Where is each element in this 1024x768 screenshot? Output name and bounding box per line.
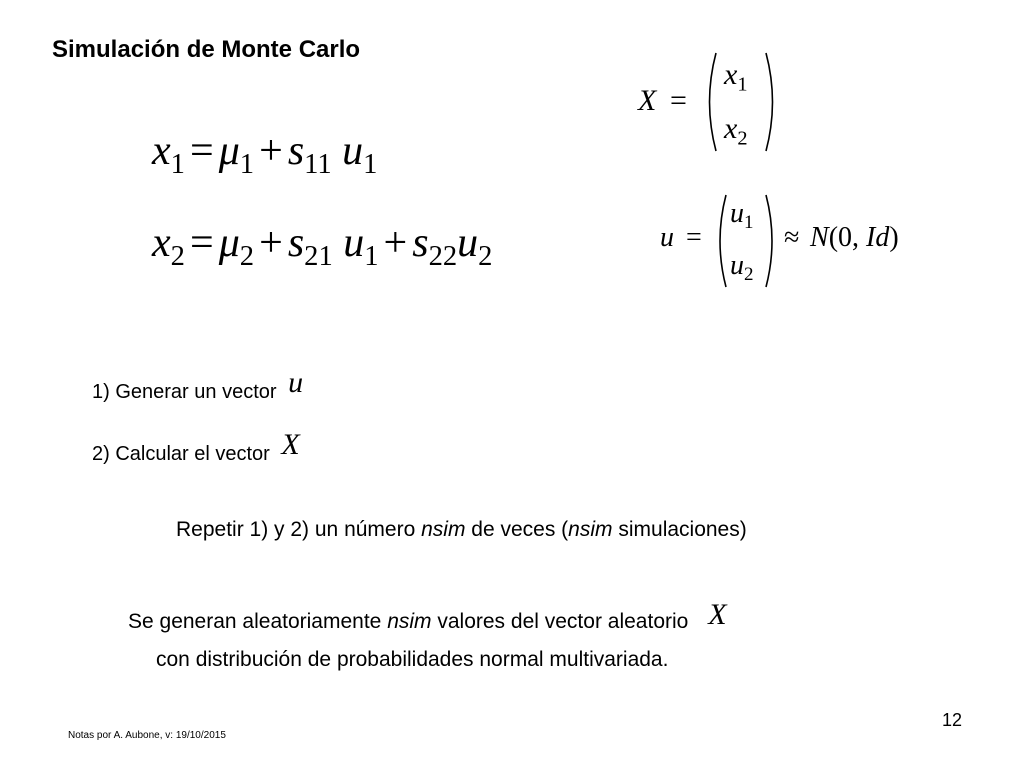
- vector-u-equals: =: [686, 222, 702, 253]
- nsim-term: nsim: [387, 610, 432, 633]
- generate-var: X: [708, 598, 727, 631]
- vector-u-entry-1: $u_1$: [730, 198, 754, 234]
- eq1-mu: $\mu_1$: [218, 128, 255, 181]
- eq2-u2: $u_2$: [457, 220, 493, 273]
- right-paren-icon: [762, 50, 782, 154]
- eq2-s21: $s_{21}$: [287, 220, 333, 273]
- nsim-term: nsim: [568, 518, 613, 541]
- vector-u-definition: [660, 192, 940, 292]
- repeat-post: simulaciones): [612, 518, 747, 541]
- footer-note: Notas por A. Aubone, v: 19/10/2015: [68, 730, 226, 741]
- eq1-u: $u_1$: [342, 128, 378, 181]
- vector-x-name: X: [638, 84, 657, 117]
- step-2: [92, 428, 300, 466]
- left-paren-icon: [712, 192, 730, 290]
- normal-distribution: N(0, Id): [810, 222, 899, 253]
- eq2-lhs: $x_2$: [152, 220, 185, 273]
- equation-x1: $x_1 = \mu_1 + s_{11}$ $u_1$: [152, 128, 378, 181]
- repeat-instruction: [176, 518, 747, 542]
- vector-x-equals: =: [670, 84, 687, 117]
- left-paren-icon: [700, 50, 720, 154]
- vector-x-entry-2: $x_2$: [724, 112, 748, 150]
- step-2-var: X: [281, 428, 300, 461]
- generate-line-1: [128, 598, 727, 634]
- eq1-lhs: $x_1$: [152, 128, 185, 181]
- generate-post: valores del vector aleatorio: [431, 610, 689, 633]
- equation-x2: $x_2 = \mu_2 + s_{21}$ $u_1 + s_{22}u_2$: [152, 220, 493, 273]
- eq2-mu: $\mu_2$: [218, 220, 255, 273]
- eq2-s22: $s_{22}$: [412, 220, 458, 273]
- right-paren-icon: [762, 192, 780, 290]
- step-2-text: 2) Calcular el vector: [92, 443, 270, 465]
- step-1-text: 1) Generar un vector: [92, 381, 277, 403]
- vector-x-entry-1: $x_1$: [724, 58, 748, 96]
- generate-pre: Se generan aleatoriamente: [128, 610, 388, 633]
- eq1-s: $s_{11}$: [287, 128, 332, 181]
- approx-symbol: ≈: [784, 222, 800, 253]
- vector-x-definition: [630, 50, 790, 160]
- step-1: [92, 366, 304, 404]
- vector-u-entry-2: $u_2$: [730, 250, 754, 286]
- nsim-term: nsim: [421, 518, 466, 541]
- generate-line-2: con distribución de probabilidades normal multivariada.: [156, 648, 669, 671]
- repeat-pre: Repetir 1) y 2) un número: [176, 518, 422, 541]
- step-1-var: u: [288, 366, 304, 399]
- vector-u-name: u: [660, 222, 674, 253]
- repeat-mid: de veces (: [465, 518, 569, 541]
- eq2-u1: $u_1$: [343, 220, 379, 273]
- page-number: 12: [942, 710, 963, 730]
- slide-title: Simulación de Monte Carlo: [52, 36, 361, 63]
